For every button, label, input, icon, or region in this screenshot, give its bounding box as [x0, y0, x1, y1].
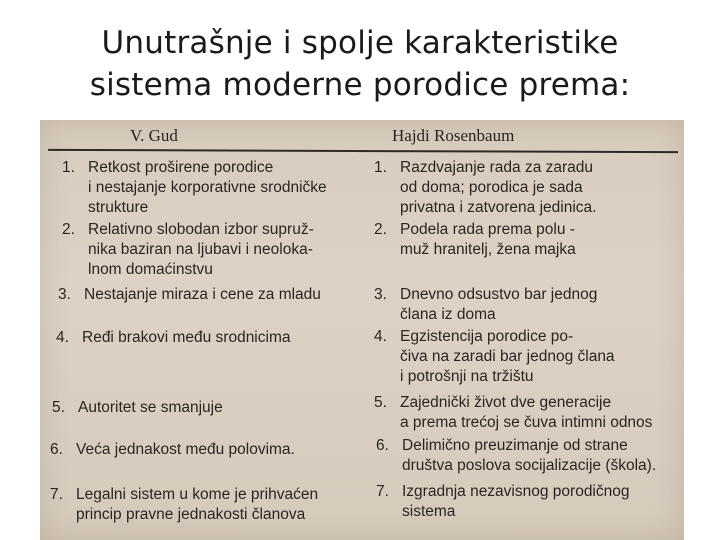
- right-column-header: Hajdi Rosenbaum: [392, 126, 515, 145]
- item-number: 2.: [374, 221, 387, 238]
- item-number: 4.: [56, 329, 69, 346]
- item-text: Dnevno odsustvo bar jednog člana iz doma: [400, 286, 598, 323]
- item-text: Podela rada prema polu - muž hranitelj, žena majka: [400, 221, 576, 258]
- item-number: 4.: [374, 328, 387, 345]
- item-number: 1.: [374, 159, 387, 176]
- item-number: 2.: [62, 221, 75, 238]
- item-number: 1.: [62, 159, 75, 176]
- item-text: Retkost proširene porodice i nestajanje korporativne srodničke strukture: [88, 159, 327, 216]
- item-text: Egzistencija porodice po- čiva na zaradi bar jednog člana i potrošnji na tržištu: [400, 328, 615, 385]
- item-text: Nestajanje miraza i cene za mladu: [84, 286, 321, 303]
- title-line-1: Unutrašnje i spolje karakteristike: [101, 25, 619, 61]
- item-text: Relativno slobodan izbor supruž- nika baziran na ljubavi i neoloka- lnom domaćinstvu: [88, 221, 314, 278]
- item-text: Autoritet se smanjuje: [78, 399, 223, 416]
- item-number: 7.: [376, 483, 389, 500]
- header-rule: [48, 149, 678, 153]
- item-text: Delimično preuzimanje od strane društva poslova socijalizacije (škola).: [402, 437, 657, 474]
- item-number: 6.: [376, 437, 389, 454]
- item-number: 6.: [50, 441, 63, 458]
- slide-title: [0, 22, 720, 106]
- item-text: Ređi brakovi među srodnicima: [82, 329, 291, 346]
- item-number: 5.: [52, 399, 65, 416]
- item-text: Legalni sistem u kome je prihvaćen princip pravne jednakosti članova: [76, 486, 319, 523]
- item-number: 3.: [374, 286, 387, 303]
- item-text: Razdvajanje rada za zaradu od doma; porodica je sada privatna i zatvorena jedinica.: [400, 159, 597, 216]
- item-text: Veća jednakost među polovima.: [76, 441, 295, 458]
- table-photo: [40, 120, 684, 540]
- title-line-2: sistema moderne porodice prema:: [89, 67, 631, 103]
- item-number: 5.: [374, 394, 387, 411]
- item-text: Zajednički život dve generacije a prema trećoj se čuva intimni odnos: [400, 394, 653, 431]
- item-text: Izgradnja nezavisnog porodičnog sistema: [402, 483, 630, 520]
- item-number: 3.: [58, 286, 71, 303]
- left-column-header: V. Gud: [130, 126, 178, 145]
- item-number: 7.: [50, 486, 63, 503]
